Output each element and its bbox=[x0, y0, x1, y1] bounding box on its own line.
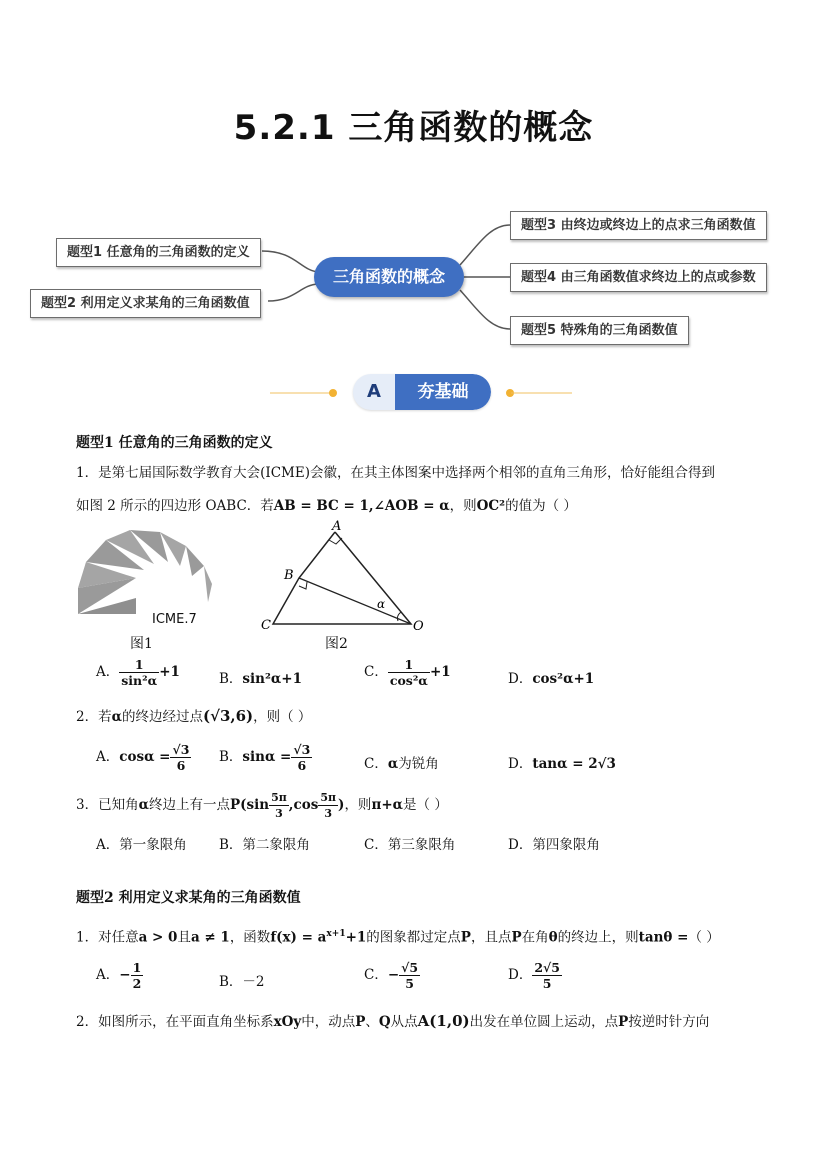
q2-option-d: D．tanα = 2√3 bbox=[508, 756, 616, 772]
s2-q1-option-c: C．− $\frac{√5}{5}$ bbox=[364, 960, 419, 991]
point-a-label: A bbox=[332, 520, 342, 534]
q1-line2-mid: ，则 bbox=[449, 498, 477, 514]
q1-condition-math: AB = BC = 1,∠AOB = α bbox=[273, 498, 450, 514]
q2-point: (√3,6) bbox=[202, 707, 254, 725]
section2-heading: 题型2 利用定义求某角的三角函数值 bbox=[76, 890, 301, 906]
q3-option-a: A．第一象限角 bbox=[96, 837, 187, 853]
s2-q1-option-d: D． $\frac{2√5}{5}$ bbox=[508, 960, 560, 991]
q2-option-b: B．sinα = $\frac{√3}{6}$ bbox=[219, 742, 311, 773]
mindmap-node-type4: 题型4 由三角函数值求终边上的点或参数 bbox=[510, 263, 767, 292]
q2-stem: 2．若α的终边经过点(√3,6)，则（ ） bbox=[76, 707, 312, 725]
point-b-label: B bbox=[284, 568, 294, 583]
point-c-label: C bbox=[261, 618, 271, 633]
q1-line1: 1．是第七届国际数学教育大会(ICME)会徽，在其主体图案中选择两个相邻的直角三角形，恰好能组合得到 bbox=[76, 465, 715, 481]
q3-option-b: B．第二象限角 bbox=[219, 837, 310, 853]
badge-text: 夯基础 bbox=[395, 374, 491, 410]
section1-heading: 题型1 任意角的三角函数的定义 bbox=[76, 435, 273, 451]
figure1-caption: 图1 bbox=[130, 636, 153, 652]
q1-option-a: A． $\frac{1}{\text{sin²α}}$ +1 bbox=[96, 657, 180, 688]
q1-option-d: D．cos²α+1 bbox=[508, 671, 595, 687]
q1-oc-squared: OC² bbox=[476, 498, 506, 514]
q2-option-a: A．cosα = $\frac{√3}{6}$ bbox=[96, 742, 190, 773]
mindmap-node-type5: 题型5 特殊角的三角函数值 bbox=[510, 316, 689, 345]
mindmap-node-type1: 题型1 任意角的三角函数的定义 bbox=[56, 238, 261, 267]
badge-letter: A bbox=[367, 381, 381, 402]
figure2-caption: 图2 bbox=[325, 636, 348, 652]
mindmap-center: 三角函数的概念 bbox=[314, 257, 464, 297]
q3-option-d: D．第四象限角 bbox=[508, 837, 600, 853]
s2-q1-option-b: B．－2 bbox=[219, 974, 265, 990]
q1-line2 bbox=[76, 496, 577, 516]
q1-line2-post: 的值为（ ） bbox=[505, 498, 577, 514]
mindmap-node-type3: 题型3 由终边或终边上的点求三角函数值 bbox=[510, 211, 767, 240]
q1-option-c: C． $\frac{1}{\text{cos²α}}$ +1 bbox=[364, 657, 451, 688]
quadrilateral-figure bbox=[255, 520, 435, 635]
mindmap-node-type2: 题型2 利用定义求某角的三角函数值 bbox=[30, 289, 261, 318]
angle-alpha-label: α bbox=[377, 597, 386, 611]
point-o-label: O bbox=[413, 619, 424, 634]
page-title: 5.2.1 三角函数的概念 bbox=[233, 108, 594, 148]
s2-q1-stem: 1．对任意a > 0且a ≠ 1，函数$f(x) = a^{x+1}+1$的图象都过定点P，且点P在角θ的终边上，则tanθ =（ ） bbox=[76, 929, 720, 946]
s2-q2-stem: 2．如图所示，在平面直角坐标系xOy中，动点P、Q从点A(1,0)出发在单位圆上运动，点P按逆时针方向 bbox=[76, 1012, 710, 1030]
s2-q1-option-a: A．− $\frac{1}{2}$ bbox=[96, 960, 142, 991]
q3-option-c: C．第三象限角 bbox=[364, 837, 456, 853]
section-badge bbox=[353, 374, 491, 410]
q3-stem: 3．已知角α终边上有一点P(sin $\frac{5\pi}{3}$ ,cos $\frac{5\pi}{3}$ )，则π+α是（ ） bbox=[76, 791, 448, 820]
icme-label: ICME.7 bbox=[152, 612, 197, 627]
q1-option-b: B．sin²α+1 bbox=[219, 671, 302, 687]
q2-option-c: C．α为锐角 bbox=[364, 756, 439, 772]
q1-line2-pre: 如图 2 所示的四边形 OABC．若 bbox=[76, 498, 274, 514]
icme-logo-figure bbox=[76, 526, 216, 621]
